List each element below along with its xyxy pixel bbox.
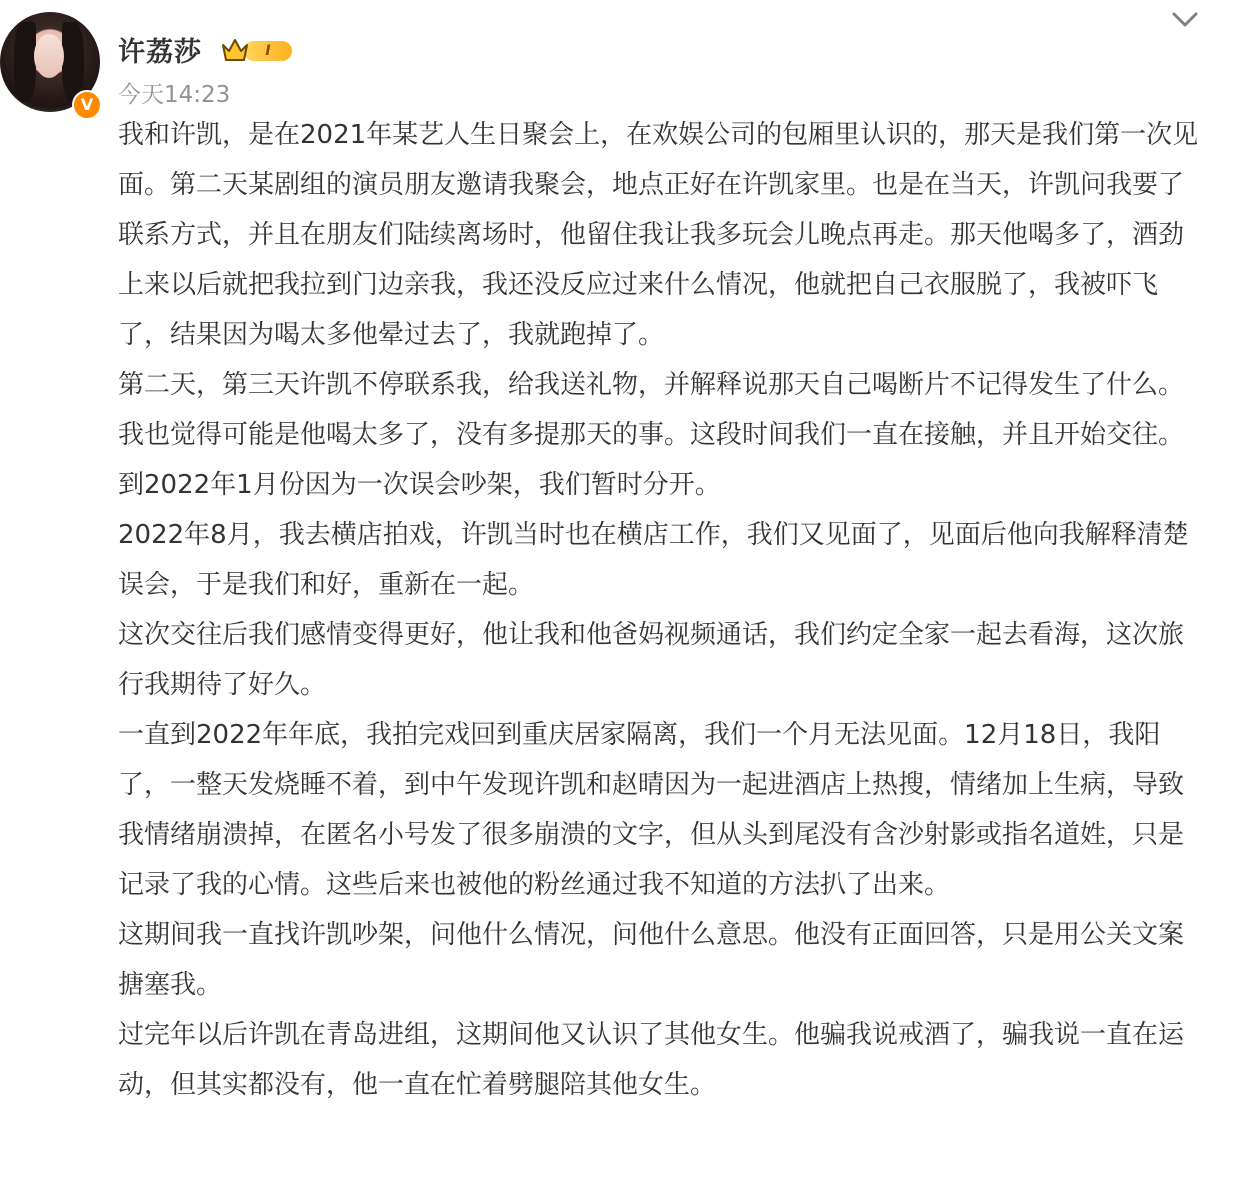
avatar-hair-left [14, 22, 36, 102]
post-paragraph: 这次交往后我们感情变得更好，他让我和他爸妈视频通话，我们约定全家一起去看海，这次旅行我期待了好久。 [118, 620, 1185, 700]
vip-level-label: I [244, 41, 292, 61]
post-paragraph: 这期间我一直找许凯吵架，问他什么情况，问他什么意思。他没有正面回答，只是用公关文案搪塞我。 [118, 920, 1185, 1000]
post-content [118, 110, 1208, 1110]
vip-badge[interactable] [220, 36, 294, 64]
username[interactable]: 许荔莎 [118, 37, 202, 68]
verified-icon: V [72, 90, 102, 120]
chevron-down-icon[interactable] [1170, 8, 1200, 30]
post-paragraph: 一直到2022年年底，我拍完戏回到重庆居家隔离，我们一个月无法见面。12月18日，我阳了，一整天发烧睡不着，到中午发现许凯和赵晴因为一起进酒店上热搜，情绪加上生病，导致我情绪崩溃掉，在匿名小号发了很多崩溃的文字，但从头到尾没有含沙射影或指名道姓，只是记录了我的心情。这些后来也被他的粉丝通过我不知道的方法扒了出来。 [118, 720, 1185, 900]
post-paragraph: 2022年8月，我去横店拍戏，许凯当时也在横店工作，我们又见面了，见面后他向我解释清楚误会，于是我们和好，重新在一起。 [118, 520, 1189, 600]
post-timestamp: 今天14:23 [118, 82, 231, 108]
avatar-face [34, 34, 64, 78]
post-paragraph: 我和许凯，是在2021年某艺人生日聚会上，在欢娱公司的包厢里认识的，那天是我们第一次见面。第二天某剧组的演员朋友邀请我聚会，地点正好在许凯家里。也是在当天，许凯问我要了联系方式，并且在朋友们陆续离场时，他留住我让我多玩会儿晚点再走。那天他喝多了，酒劲上来以后就把我拉到门边亲我，我还没反应过来什么情况，他就把自己衣服脱了，我被吓飞了，结果因为喝太多他晕过去了，我就跑掉了。 [118, 120, 1199, 350]
crown-icon [220, 36, 250, 64]
post-paragraph: 第二天，第三天许凯不停联系我，给我送礼物，并解释说那天自己喝断片不记得发生了什么。我也觉得可能是他喝太多了，没有多提那天的事。这段时间我们一直在接触，并且开始交往。到2022年1月份因为一次误会吵架，我们暂时分开。 [118, 370, 1185, 500]
post-paragraph: 过完年以后许凯在青岛进组，这期间他又认识了其他女生。他骗我说戒酒了，骗我说一直在运动，但其实都没有，他一直在忙着劈腿陪其他女生。 [118, 1020, 1185, 1100]
